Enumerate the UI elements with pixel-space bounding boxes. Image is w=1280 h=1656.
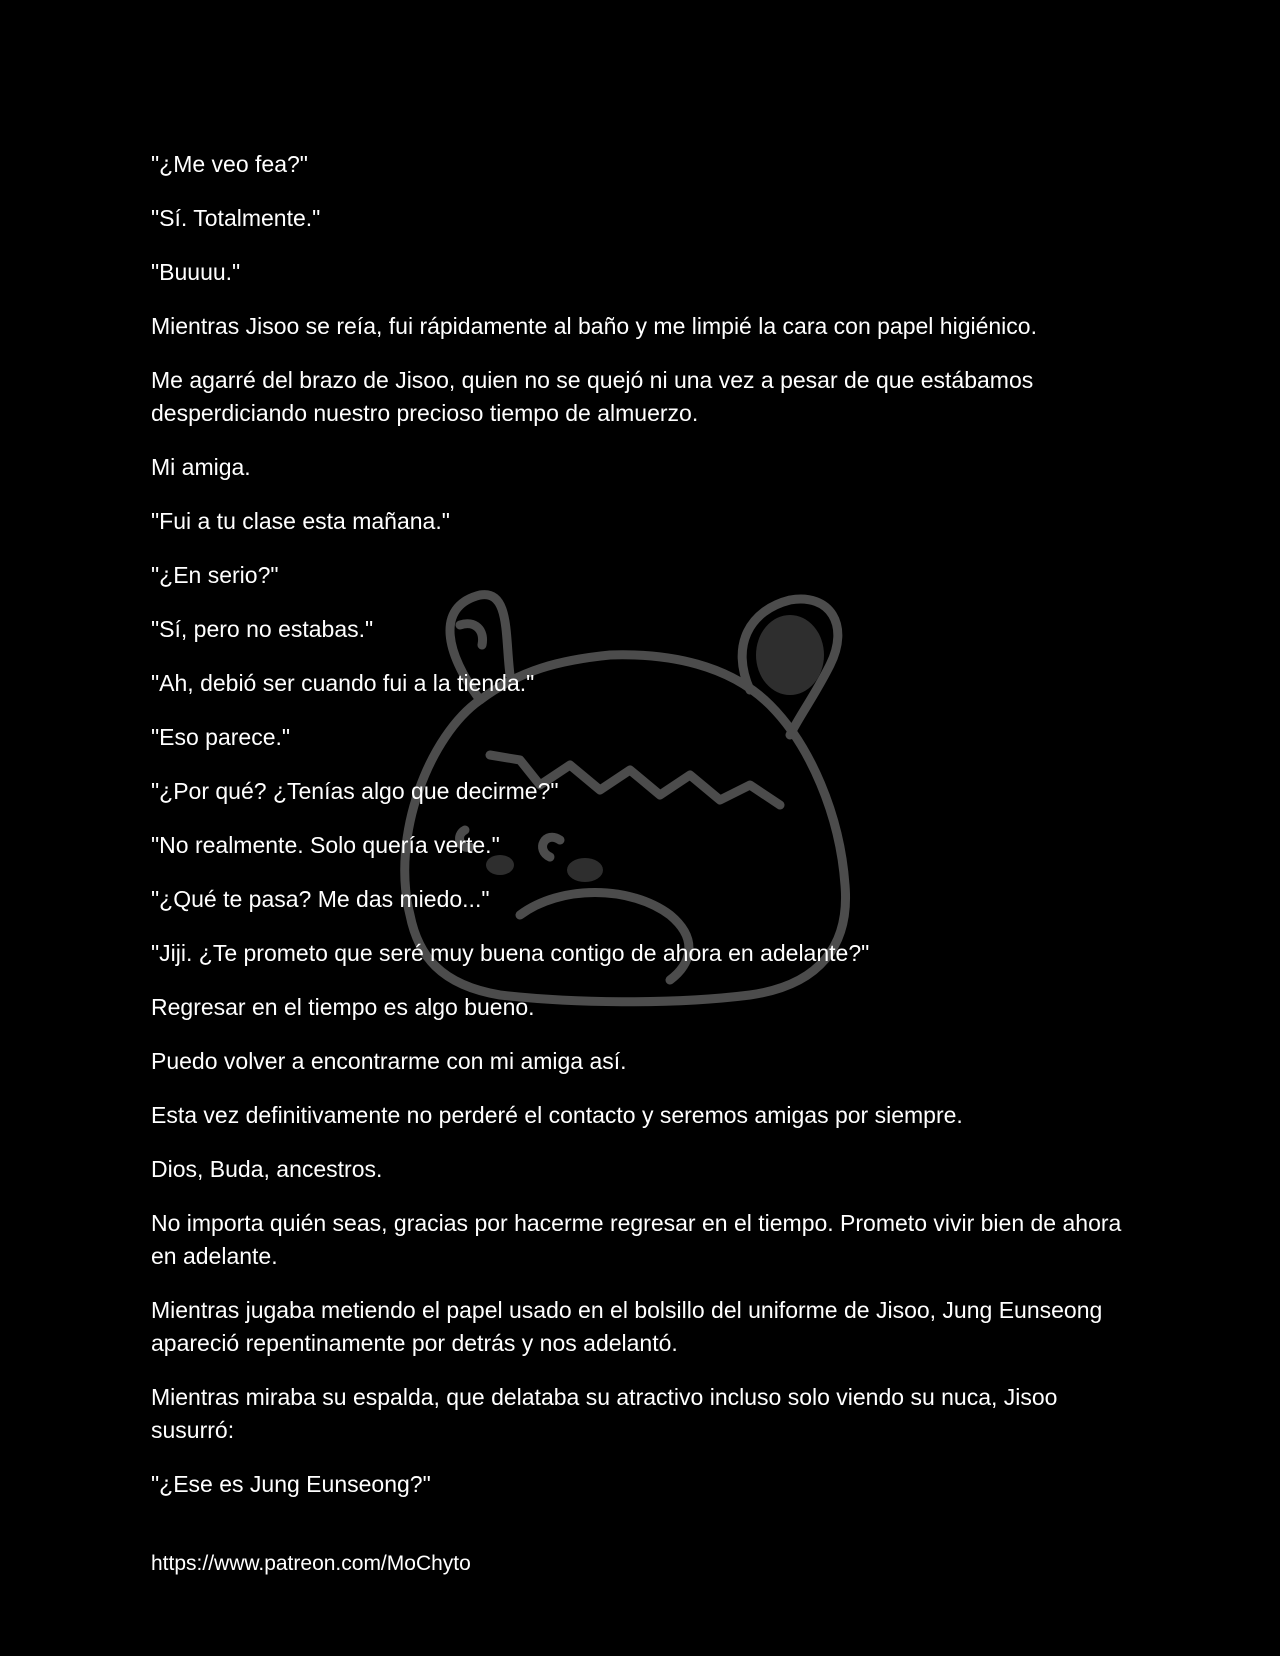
paragraph: "¿En serio?"	[151, 562, 279, 588]
paragraph: "¿Ese es Jung Eunseong?"	[151, 1471, 431, 1497]
paragraph: Puedo volver a encontrarme con mi amiga así.	[151, 1048, 627, 1074]
paragraph: "Buuuu."	[151, 259, 241, 285]
paragraph: Mientras Jisoo se reía, fui rápidamente al baño y me limpié la cara con papel higiénico.	[151, 313, 1037, 339]
paragraph: "Jiji. ¿Te prometo que seré muy buena contigo de ahora en adelante?"	[151, 940, 870, 966]
paragraph: Regresar en el tiempo es algo bueno.	[151, 994, 535, 1020]
patreon-link[interactable]: https://www.patreon.com/MoChyto	[151, 1552, 471, 1575]
paragraph: "Eso parece."	[151, 724, 291, 750]
paragraph: "Sí, pero no estabas."	[151, 616, 374, 642]
paragraph: "Ah, debió ser cuando fui a la tienda."	[151, 670, 535, 696]
paragraph: Me agarré del brazo de Jisoo, quien no se quejó ni una vez a pesar de que estábamos desperdiciando nuestro precioso tiempo de almuerzo.	[151, 367, 1034, 426]
paragraph: "¿Por qué? ¿Tenías algo que decirme?"	[151, 778, 559, 804]
paragraph: "¿Qué te pasa? Me das miedo..."	[151, 886, 490, 912]
paragraph: Mientras miraba su espalda, que delataba su atractivo incluso solo viendo su nuca, Jisoo susurró:	[151, 1384, 1058, 1443]
paragraph: "Fui a tu clase esta mañana."	[151, 508, 450, 534]
story-text	[151, 148, 1141, 1522]
paragraph: Dios, Buda, ancestros.	[151, 1156, 383, 1182]
paragraph: Mi amiga.	[151, 454, 251, 480]
paragraph: Mientras jugaba metiendo el papel usado en el bolsillo del uniforme de Jisoo, Jung Eunseong apareció repentinamente por detrás y nos adelantó.	[151, 1297, 1103, 1356]
paragraph: No importa quién seas, gracias por hacerme regresar en el tiempo. Prometo vivir bien de ahora en adelante.	[151, 1210, 1122, 1269]
paragraph: "No realmente. Solo quería verte."	[151, 832, 500, 858]
paragraph: Esta vez definitivamente no perderé el contacto y seremos amigas por siempre.	[151, 1102, 963, 1128]
paragraph: "¿Me veo fea?"	[151, 151, 308, 177]
paragraph: "Sí. Totalmente."	[151, 205, 321, 231]
